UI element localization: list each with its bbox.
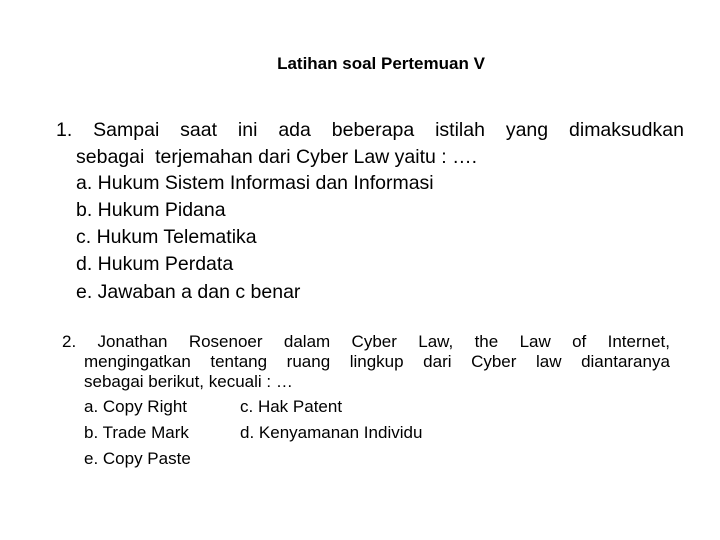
stem-word: Internet, [607,332,670,351]
stem-word: Law, [418,332,454,351]
stem-word: yang [505,119,549,141]
stem-word: Law [519,332,551,351]
option-b: b. Trade Mark [84,423,189,442]
stem-word: mengingatkan [84,352,191,371]
stem-word: dalam [283,332,331,351]
stem-word: diantaranya [581,352,670,371]
stem-word: ruang [286,352,331,371]
stem-word: dimaksudkan [569,119,684,141]
question-2-stem-line-1 [62,332,670,352]
stem-word: Rosenoer [188,332,263,351]
question-2-stem-line-3: sebagai berikut, kecuali : … [84,372,293,391]
question-number: 1. [56,119,73,141]
question-2-stem-line-2 [84,352,670,372]
question-number: 2. [62,332,77,351]
question-1-stem-line-2: sebagai terjemahan dari Cyber Law yaitu : …. [76,146,478,168]
option-c: c. Hukum Telematika [76,226,257,248]
question-1-stem-line-1 [56,119,684,142]
stem-word: ada [278,119,311,141]
option-d: d. Kenyamanan Individu [240,423,423,442]
stem-word: law [536,352,562,371]
stem-word: dari [423,352,452,371]
stem-word: saat [180,119,218,141]
option-d: d. Hukum Perdata [76,253,234,275]
option-b: b. Hukum Pidana [76,199,226,221]
option-e: e. Copy Paste [84,449,191,468]
stem-word: ini [237,119,258,141]
option-a: a. Copy Right [84,397,187,416]
stem-word: beberapa [331,119,415,141]
option-c: c. Hak Patent [240,397,343,416]
option-e: e. Jawaban a dan c benar [76,281,301,303]
stem-word: Cyber [351,332,397,351]
stem-word: lingkup [349,352,404,371]
stem-word: istilah [435,119,485,141]
stem-word: of [572,332,587,351]
stem-word: the [474,332,499,351]
page-title: Latihan soal Pertemuan V [277,54,485,73]
stem-word: Cyber [471,352,517,371]
stem-word: tentang [210,352,268,371]
option-a: a. Hukum Sistem Informasi dan Informasi [76,172,434,194]
stem-word: Sampai [93,119,160,141]
stem-word: Jonathan [97,332,168,351]
